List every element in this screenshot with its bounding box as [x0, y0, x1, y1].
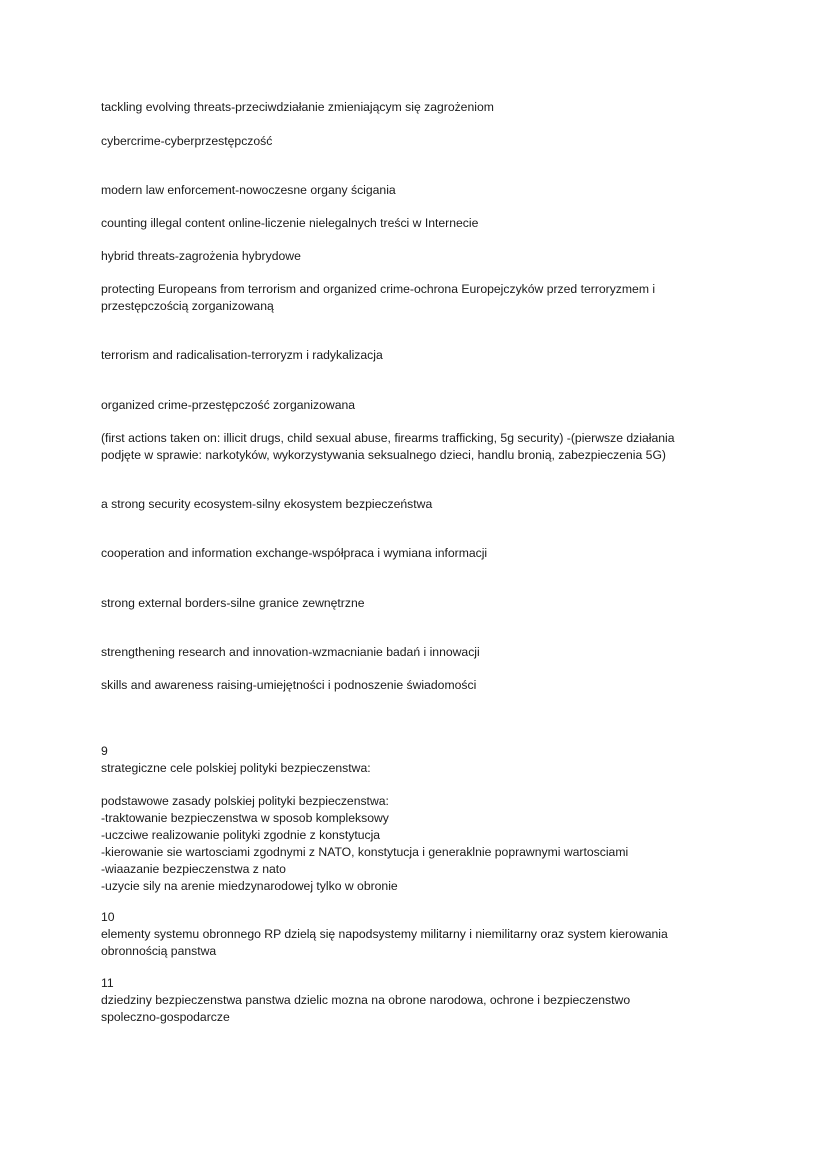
principles-heading: podstawowe zasady polskiej polityki bezpieczenstwa: [101, 794, 389, 808]
glossary-item: tackling evolving threats-przeciwdziałanie zmieniającym się zagrożeniom [101, 100, 494, 114]
section-number: 9 [101, 744, 108, 758]
principles-list [101, 793, 711, 895]
list-item: -kierowanie sie wartosciami zgodnymi z NATO, konstytucja i generaklnie poprawnymi wartosciami [101, 845, 629, 859]
section-9 [101, 743, 711, 777]
glossary-item: organized crime-przestępczość zorganizowana [101, 398, 356, 412]
section-11 [101, 975, 691, 1026]
glossary-item: skills and awareness raising-umiejętności i podnoszenie świadomości [101, 678, 477, 692]
glossary-item: counting illegal content online-liczenie nielegalnych treści w Internecie [101, 216, 479, 230]
glossary-item: modern law enforcement-nowoczesne organy ścigania [101, 183, 396, 197]
section-number: 10 [101, 910, 115, 924]
section-number: 11 [101, 976, 114, 990]
glossary-item: protecting Europeans from terrorism and organized crime-ochrona Europejczyków przed terroryzmem i przestępczością zorganizowaną [101, 282, 656, 313]
glossary-item: strengthening research and innovation-wzmacnianie badań i innowacji [101, 645, 480, 659]
glossary-item: hybrid threats-zagrożenia hybrydowe [101, 249, 301, 263]
glossary-item: (first actions taken on: illicit drugs, child sexual abuse, firearms trafficking, 5g security) -(pierwsze działania podjęte w sprawie: narkotyków, wykorzystywania seksualnego dzieci, handlu bronią, zabezpieczenia 5G) [101, 431, 675, 462]
section-10 [101, 909, 701, 960]
glossary-item: cybercrime-cyberprzestępczość [101, 134, 273, 148]
glossary-item: terrorism and radicalisation-terroryzm i radykalizacja [101, 348, 383, 362]
list-item: -uczciwe realizowanie polityki zgodnie z konstytucja [101, 828, 381, 842]
section-text: elementy systemu obronnego RP dzielą się napodsystemy militarny i niemilitarny oraz system kierowania obronnością panstwa [101, 927, 668, 958]
list-item: -wiaazanie bezpieczenstwa z nato [101, 862, 286, 876]
section-text: dziedziny bezpieczenstwa panstwa dzielic mozna na obrone narodowa, ochrone i bezpieczenstwo spoleczno-gospodarcze [101, 993, 631, 1024]
list-item: -traktowanie bezpieczenstwa w sposob kompleksowy [101, 811, 389, 825]
glossary-item: cooperation and information exchange-współpraca i wymiana informacji [101, 546, 488, 560]
section-heading: strategiczne cele polskiej polityki bezpieczenstwa: [101, 761, 371, 775]
glossary-item: strong external borders-silne granice zewnętrzne [101, 596, 365, 610]
glossary-item: a strong security ecosystem-silny ekosystem bezpieczeństwa [101, 497, 433, 511]
list-item: -uzycie sily na arenie miedzynarodowej tylko w obronie [101, 879, 398, 893]
